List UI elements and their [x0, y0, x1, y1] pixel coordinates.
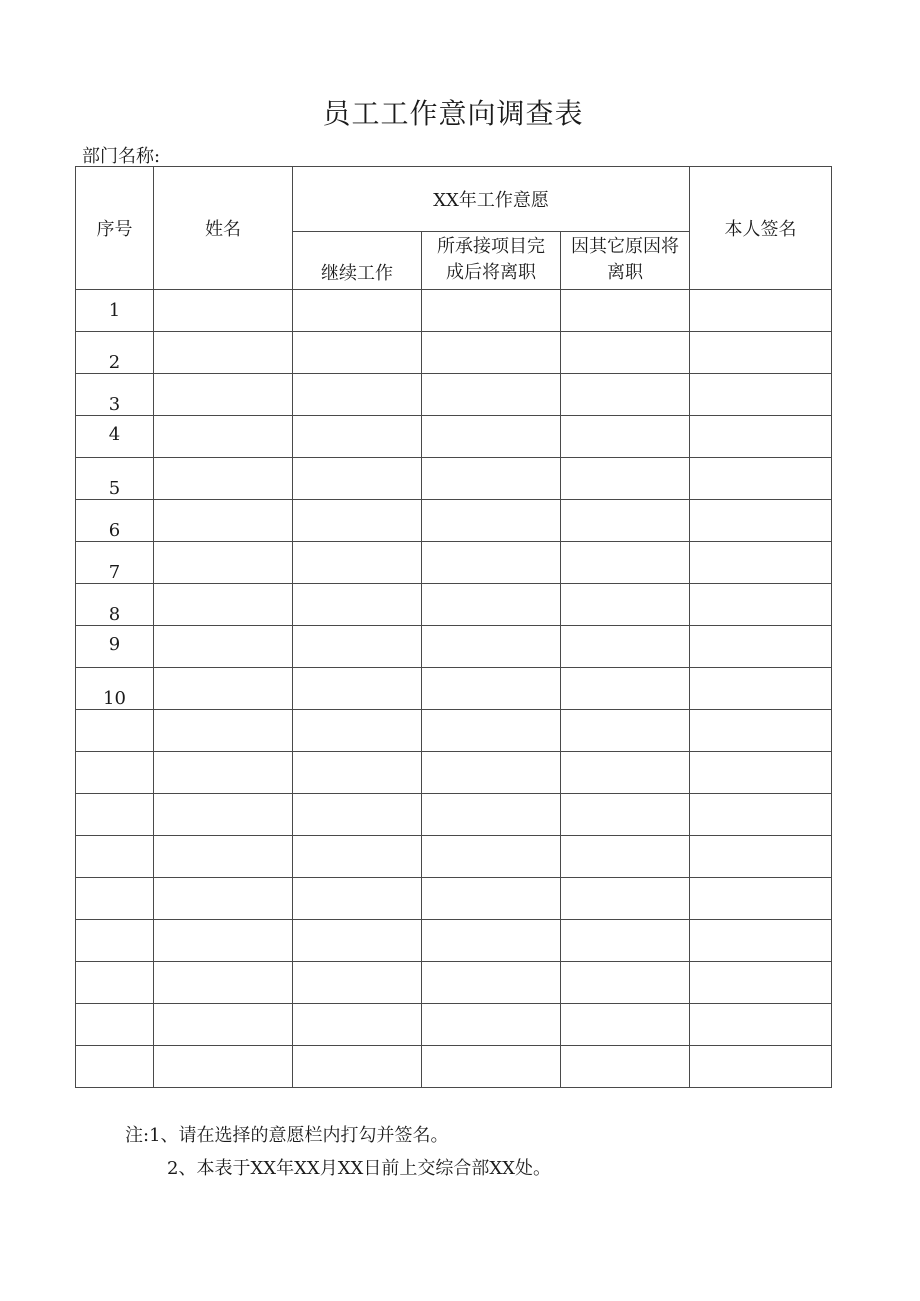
header-leave-other: 因其它原因将离职	[561, 232, 690, 290]
cell-seq	[76, 1046, 154, 1088]
cell-leave-after-project[interactable]	[422, 458, 561, 500]
cell-name[interactable]	[154, 836, 293, 878]
cell-leave-after-project[interactable]	[422, 668, 561, 710]
table-row	[76, 584, 832, 626]
header-seq: 序号	[76, 167, 154, 290]
table-row	[76, 332, 832, 374]
table-row	[76, 794, 832, 836]
cell-signature[interactable]	[690, 920, 832, 962]
seq-number: 8	[108, 604, 121, 625]
cell-leave-other[interactable]	[561, 458, 690, 500]
header-signature: 本人签名	[690, 167, 832, 290]
cell-leave-after-project[interactable]	[422, 542, 561, 584]
cell-continue[interactable]	[293, 794, 422, 836]
cell-leave-other[interactable]	[561, 1046, 690, 1088]
cell-name[interactable]	[154, 1046, 293, 1088]
table-row	[76, 500, 832, 542]
cell-continue[interactable]	[293, 1046, 422, 1088]
seq-number: 1	[108, 300, 121, 321]
cell-seq	[76, 920, 154, 962]
cell-leave-other[interactable]	[561, 962, 690, 1004]
table-row	[76, 374, 832, 416]
cell-leave-after-project[interactable]	[422, 752, 561, 794]
cell-continue[interactable]	[293, 542, 422, 584]
cell-leave-other[interactable]	[561, 836, 690, 878]
cell-seq	[76, 500, 154, 542]
cell-leave-after-project[interactable]	[422, 290, 561, 332]
cell-leave-after-project[interactable]	[422, 710, 561, 752]
seq-number: 4	[108, 424, 121, 445]
cell-name[interactable]	[154, 458, 293, 500]
cell-leave-after-project[interactable]	[422, 878, 561, 920]
cell-leave-after-project[interactable]	[422, 584, 561, 626]
seq-number: 7	[108, 562, 121, 583]
cell-leave-other[interactable]	[561, 878, 690, 920]
cell-name[interactable]	[154, 920, 293, 962]
cell-signature[interactable]	[690, 794, 832, 836]
cell-leave-other[interactable]	[561, 584, 690, 626]
cell-name[interactable]	[154, 710, 293, 752]
cell-continue[interactable]	[293, 584, 422, 626]
table-row	[76, 1046, 832, 1088]
cell-continue[interactable]	[293, 416, 422, 458]
cell-leave-after-project[interactable]	[422, 332, 561, 374]
cell-leave-other[interactable]	[561, 374, 690, 416]
cell-name[interactable]	[154, 542, 293, 584]
cell-leave-after-project[interactable]	[422, 920, 561, 962]
cell-signature[interactable]	[690, 332, 832, 374]
cell-continue[interactable]	[293, 878, 422, 920]
survey-table	[75, 166, 832, 1088]
cell-signature[interactable]	[690, 500, 832, 542]
notes	[125, 1119, 551, 1185]
cell-name[interactable]	[154, 332, 293, 374]
cell-leave-other[interactable]	[561, 668, 690, 710]
table-row	[76, 626, 832, 668]
cell-seq	[76, 878, 154, 920]
cell-seq	[76, 458, 154, 500]
cell-signature[interactable]	[690, 542, 832, 584]
cell-seq	[76, 794, 154, 836]
cell-seq	[76, 626, 154, 668]
cell-signature[interactable]	[690, 374, 832, 416]
cell-seq	[76, 710, 154, 752]
department-label: 部门名称:	[82, 146, 161, 167]
cell-leave-other[interactable]	[561, 752, 690, 794]
page-title: 员工工作意向调查表	[322, 97, 584, 130]
cell-seq	[76, 668, 154, 710]
cell-leave-other[interactable]	[561, 542, 690, 584]
cell-leave-after-project[interactable]	[422, 626, 561, 668]
cell-continue[interactable]	[293, 458, 422, 500]
cell-leave-other[interactable]	[561, 626, 690, 668]
cell-name[interactable]	[154, 626, 293, 668]
cell-leave-other[interactable]	[561, 920, 690, 962]
seq-number: 9	[108, 634, 121, 655]
cell-continue[interactable]	[293, 500, 422, 542]
cell-leave-other[interactable]	[561, 332, 690, 374]
table-row	[76, 920, 832, 962]
cell-seq	[76, 836, 154, 878]
cell-seq	[76, 332, 154, 374]
table-row	[76, 458, 832, 500]
seq-number: 5	[108, 478, 121, 499]
cell-seq	[76, 542, 154, 584]
cell-continue[interactable]	[293, 920, 422, 962]
cell-leave-after-project[interactable]	[422, 794, 561, 836]
cell-signature[interactable]	[690, 878, 832, 920]
cell-seq	[76, 962, 154, 1004]
cell-leave-after-project[interactable]	[422, 374, 561, 416]
cell-name[interactable]	[154, 290, 293, 332]
table-row	[76, 290, 832, 332]
table-row	[76, 710, 832, 752]
cell-seq	[76, 584, 154, 626]
cell-signature[interactable]	[690, 836, 832, 878]
cell-leave-after-project[interactable]	[422, 500, 561, 542]
cell-seq	[76, 416, 154, 458]
seq-number: 2	[108, 352, 121, 373]
seq-number: 6	[108, 520, 121, 541]
cell-leave-other[interactable]	[561, 416, 690, 458]
cell-signature[interactable]	[690, 668, 832, 710]
cell-signature[interactable]	[690, 1046, 832, 1088]
header-leave-after-project: 所承接项目完成后将离职	[422, 232, 561, 290]
cell-continue[interactable]	[293, 290, 422, 332]
cell-leave-other[interactable]	[561, 794, 690, 836]
cell-continue[interactable]	[293, 374, 422, 416]
table-row	[76, 416, 832, 458]
cell-seq	[76, 374, 154, 416]
cell-name[interactable]	[154, 1004, 293, 1046]
cell-signature[interactable]	[690, 416, 832, 458]
table-row	[76, 752, 832, 794]
seq-number: 3	[108, 394, 121, 415]
cell-continue[interactable]	[293, 626, 422, 668]
cell-name[interactable]	[154, 584, 293, 626]
cell-leave-after-project[interactable]	[422, 416, 561, 458]
cell-signature[interactable]	[690, 584, 832, 626]
cell-continue[interactable]	[293, 1004, 422, 1046]
cell-leave-after-project[interactable]	[422, 836, 561, 878]
cell-signature[interactable]	[690, 752, 832, 794]
cell-signature[interactable]	[690, 290, 832, 332]
cell-name[interactable]	[154, 374, 293, 416]
cell-name[interactable]	[154, 416, 293, 458]
cell-continue[interactable]	[293, 962, 422, 1004]
header-continue: 继续工作	[293, 232, 422, 290]
cell-leave-other[interactable]	[561, 710, 690, 752]
table-row	[76, 836, 832, 878]
note-line-2: 2、本表于XX年XX月XX日前上交综合部XX处。	[167, 1158, 551, 1179]
cell-seq	[76, 290, 154, 332]
cell-continue[interactable]	[293, 332, 422, 374]
table-row	[76, 962, 832, 1004]
cell-leave-other[interactable]	[561, 290, 690, 332]
cell-seq	[76, 752, 154, 794]
cell-continue[interactable]	[293, 836, 422, 878]
cell-signature[interactable]	[690, 962, 832, 1004]
note-line-1: 注:1、请在选择的意愿栏内打勾并签名。	[125, 1125, 449, 1146]
cell-leave-after-project[interactable]	[422, 1046, 561, 1088]
cell-name[interactable]	[154, 878, 293, 920]
table-row	[76, 1004, 832, 1046]
header-wish-group: XX年工作意愿	[293, 167, 690, 232]
cell-continue[interactable]	[293, 710, 422, 752]
cell-leave-other[interactable]	[561, 1004, 690, 1046]
cell-name[interactable]	[154, 668, 293, 710]
cell-continue[interactable]	[293, 668, 422, 710]
cell-name[interactable]	[154, 752, 293, 794]
table-row	[76, 878, 832, 920]
cell-seq	[76, 1004, 154, 1046]
cell-name[interactable]	[154, 962, 293, 1004]
header-name: 姓名	[154, 167, 293, 290]
cell-name[interactable]	[154, 500, 293, 542]
cell-signature[interactable]	[690, 458, 832, 500]
cell-signature[interactable]	[690, 626, 832, 668]
table-row	[76, 542, 832, 584]
seq-number: 10	[103, 688, 126, 709]
cell-leave-after-project[interactable]	[422, 1004, 561, 1046]
cell-leave-other[interactable]	[561, 500, 690, 542]
cell-signature[interactable]	[690, 1004, 832, 1046]
table-row	[76, 668, 832, 710]
cell-name[interactable]	[154, 794, 293, 836]
cell-signature[interactable]	[690, 710, 832, 752]
cell-continue[interactable]	[293, 752, 422, 794]
cell-leave-after-project[interactable]	[422, 962, 561, 1004]
